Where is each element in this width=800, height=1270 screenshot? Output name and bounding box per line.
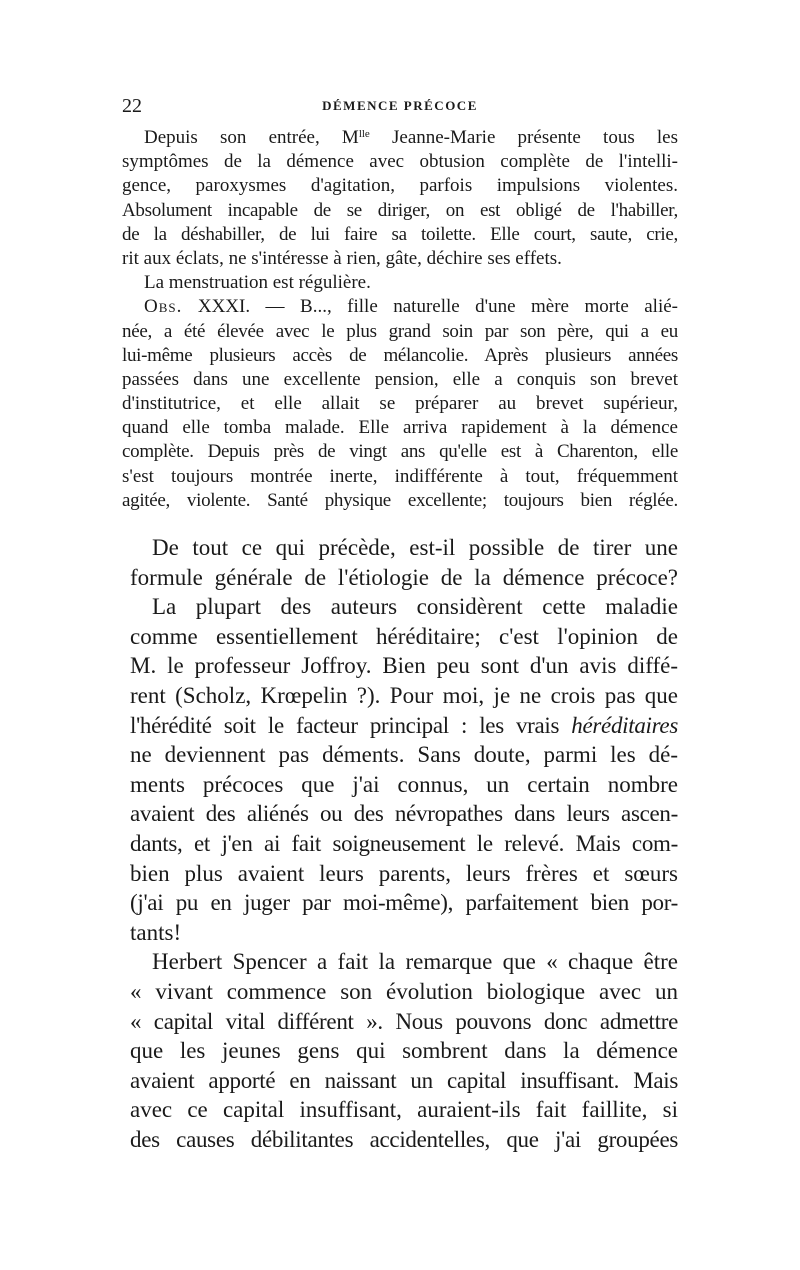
text-line: des causes débilitantes accidentelles, que j'ai groupées — [130, 1126, 678, 1152]
page-number: 22 — [122, 95, 142, 117]
case-notes — [122, 126, 678, 513]
text-line: quand elle tomba malade. Elle arriva rapidement à la démence — [122, 417, 678, 439]
text-line: complète. Depuis près de vingt ans qu'elle est à Charenton, elle — [122, 441, 678, 463]
text-line: bien plus avaient leurs parents, leurs frères et sœurs — [130, 860, 678, 886]
text-line: rit aux éclats, ne s'intéresse à rien, gâte, déchire ses effets. — [122, 247, 562, 269]
text-line: gence, paroxysmes d'agitation, parfois impulsions violentes. — [122, 175, 678, 197]
text-line: Herbert Spencer a fait la remarque que « chaque être — [152, 949, 678, 975]
text-line: avaient apporté en naissant un capital insuffisant. Mais — [130, 1067, 678, 1093]
text-line: l'hérédité soit le facteur principal : les vrais héréditaires — [130, 712, 678, 738]
text-line: lui-même plusieurs accès de mélancolie. Après plusieurs années — [122, 344, 678, 366]
text-line: tants! — [130, 919, 182, 945]
text-line: « vivant commence son évolution biologique avec un — [130, 978, 678, 1004]
text-line: passées dans une excellente pension, elle a conquis son brevet — [122, 368, 678, 390]
observation-label: Obs. — [144, 296, 183, 318]
text-line: formule générale de l'étiologie de la démence précoce? — [130, 564, 678, 590]
observation-heading-line: Obs. XXXI. — B..., fille naturelle d'une mère morte alié- — [144, 296, 678, 318]
text-line: née, a été élevée avec le plus grand soin par son père, qui a eu — [122, 320, 678, 342]
page-header — [122, 92, 678, 120]
text-line: s'est toujours montrée inerte, indifférente à tout, fréquemment — [122, 465, 678, 487]
text-line: comme essentiellement héréditaire; c'est l'opinion de — [130, 623, 678, 649]
text-line: d'institutrice, et elle allait se préparer au brevet supérieur, — [122, 393, 678, 415]
text-line: La menstruation est régulière. — [144, 272, 371, 294]
text-line: (j'ai pu en juger par moi-même), parfaitement bien por- — [130, 890, 678, 916]
italic-term: héréditaires — [571, 712, 678, 738]
text-line: La plupart des auteurs considèrent cette maladie — [152, 594, 678, 620]
text-line: dants, et j'en ai fait soigneusement le relevé. Mais com- — [130, 830, 678, 856]
text-line: De tout ce qui précède, est-il possible de tirer une — [152, 535, 678, 560]
main-text — [130, 533, 678, 1154]
text-line: « capital vital différent ». Nous pouvons donc admettre — [130, 1008, 678, 1034]
text-line: agitée, violente. Santé physique excellente; toujours bien réglée. — [122, 489, 678, 511]
text-line: Absolument incapable de se diriger, on est obligé de l'habiller, — [122, 199, 678, 221]
text-line: M. le professeur Joffroy. Bien peu sont d'un avis diffé- — [130, 653, 678, 679]
text-line: symptômes de la démence avec obtusion complète de l'intelli- — [122, 151, 678, 173]
text-line: ne deviennent pas déments. Sans doute, parmi les dé- — [130, 742, 678, 768]
text-line: de la déshabiller, de lui faire sa toilette. Elle court, saute, crie, — [122, 223, 678, 245]
text-line: avec ce capital insuffisant, auraient-ils fait faillite, si — [130, 1097, 678, 1123]
text-line: Depuis son entrée, $M^{lle}$ Jeanne-Marie présente tous les — [144, 127, 678, 148]
text-line: que les jeunes gens qui sombrent dans la démence — [130, 1038, 678, 1064]
text-line: ments précoces que j'ai connus, un certain nombre — [130, 771, 678, 797]
text-line: rent (Scholz, Krœpelin ?). Pour moi, je ne crois pas que — [130, 682, 678, 708]
running-title: DÉMENCE PRÉCOCE — [322, 98, 478, 113]
text-line: avaient des aliénés ou des névropathes dans leurs ascen- — [130, 801, 678, 827]
